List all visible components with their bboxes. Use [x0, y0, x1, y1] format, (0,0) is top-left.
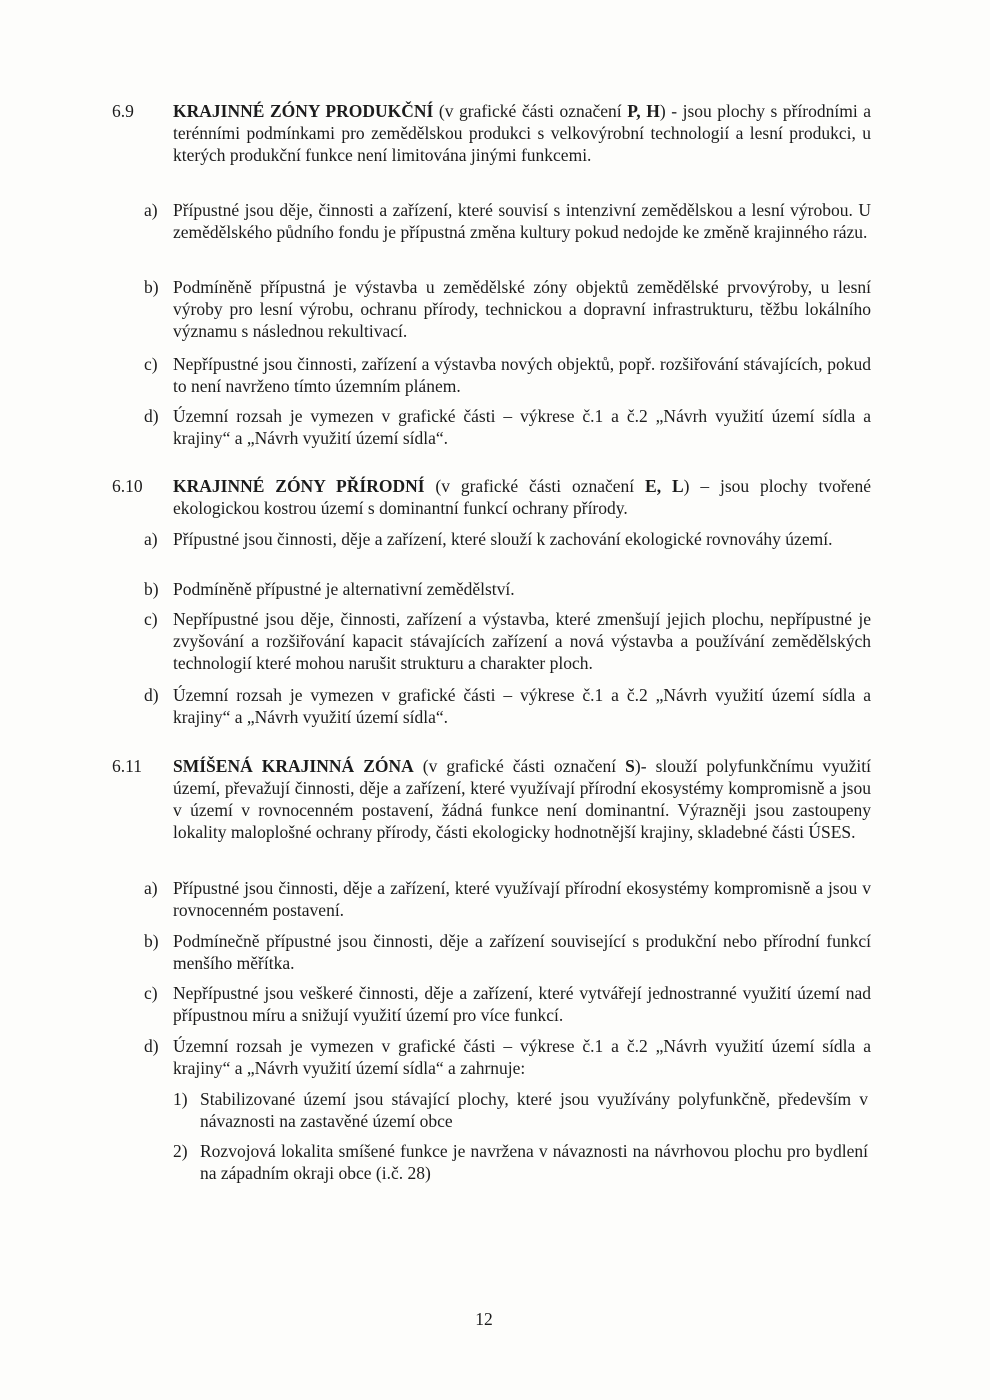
item-text: Přípustné jsou činnosti, děje a zařízení, které slouží k zachování ekologické rovnováhy území.	[173, 529, 833, 549]
item-text: Podmínečně přípustné jsou činnosti, děje a zařízení související s produkční nebo přírodní funkcí menšího měřítka.	[173, 931, 871, 973]
section-number: 6.10	[112, 476, 143, 496]
intro-text: (v grafické části označení	[433, 101, 628, 121]
section-intro	[173, 475, 871, 519]
page-number: 12	[475, 1309, 493, 1329]
item-text: Přípustné jsou děje, činnosti a zařízení, které souvisí s intenzivní zemědělskou a lesní výrobou. U zemědělského půdního fondu je přípustná změna kultury pokud nedojde ke změně krajinného rázu.	[173, 200, 871, 242]
intro-text: )- slouží polyfunkčnímu využití území, převažují činnosti, děje a zařízení, které využívají přírodní ekosystémy kompromisně a jsou v území v rovnocenném postavení, žádná funkce není dominantní. Výrazněji jsou zastoupeny lokality maloplošné ochrany přírody, části ekologicky hodnotnější krajiny, skladebné části ÚSES.	[173, 756, 871, 842]
item-text: Podmíněně přípustné je alternativní zemědělství.	[173, 579, 515, 599]
section-title: KRAJINNÉ ZÓNY PRODUKČNÍ	[173, 101, 434, 121]
item-text: Územní rozsah je vymezen v grafické části – výkrese č.1 a č.2 „Návrh využití území sídla a krajiny“ a „Návrh využití území sídla“.	[173, 406, 871, 448]
item-letter: b)	[144, 931, 159, 951]
section-number: 6.9	[112, 101, 134, 121]
section-title: SMÍŠENÁ KRAJINNÁ ZÓNA	[173, 756, 414, 776]
intro-text: ) – jsou plochy tvořené ekologickou kostrou území s dominantní funkcí ochrany přírody.	[173, 476, 871, 518]
item-text: Nepřípustné jsou činnosti, zařízení a výstavba nových objektů, popř. rozšiřování stávajících, pokud to není navrženo tímto územním plánem.	[173, 354, 871, 396]
item-letter: d)	[144, 685, 159, 705]
intro-text: ) - jsou plochy s přírodními a terénními podmínkami pro zemědělskou produkci s velkovýrobní technologií a lesní produkci, u kterých produkční funkce není limitována jinými funkcemi.	[173, 101, 872, 165]
sub-item-text: Rozvojová lokalita smíšené funkce je navržena v návaznosti na návrhovou plochu pro bydlení na západním okraji obce (i.č. 28)	[200, 1141, 868, 1183]
zone-codes: S	[625, 756, 635, 776]
item-letter: b)	[144, 277, 159, 297]
item-text: Nepřípustné jsou veškeré činnosti, děje a zařízení, které vytvářejí jednostranné využití území nad přípustnou míru a snižují využití území pro více funkcí.	[173, 983, 871, 1025]
intro-text: (v grafické části označení	[413, 756, 626, 776]
item-letter: d)	[144, 406, 159, 426]
sub-item-text: Stabilizované území jsou stávající plochy, které jsou využívány polyfunkčně, především v návaznosti na zastavěné území obce	[200, 1089, 868, 1131]
item-text: Územní rozsah je vymezen v grafické části – výkrese č.1 a č.2 „Návrh využití území sídla a krajiny“ a „Návrh využití území sídla“.	[173, 685, 871, 727]
section-intro	[173, 755, 871, 843]
sub-item-number: 1)	[173, 1089, 188, 1109]
item-letter: a)	[144, 200, 158, 220]
zone-codes: P, H	[627, 101, 660, 121]
intro-text: (v grafické části označení	[424, 476, 646, 496]
sub-item-number: 2)	[173, 1141, 188, 1161]
section-title: KRAJINNÉ ZÓNY PŘÍRODNÍ	[173, 476, 425, 496]
item-letter: a)	[144, 878, 158, 898]
item-text: Podmíněně přípustná je výstavba u zemědělské zóny objektů zemědělské prvovýroby, u lesní výroby pro lesní výrobu, ochranu přírody, technickou a dopravní infrastrukturu, těžbu lokálního významu s následnou rekultivací.	[173, 277, 871, 341]
item-letter: b)	[144, 579, 159, 599]
section-number: 6.11	[112, 756, 142, 776]
zone-codes: E, L	[645, 476, 684, 496]
item-text: Nepřípustné jsou děje, činnosti, zařízení a výstavba, které zmenšují jejich plochu, nepřípustné je zvyšování a rozšiřování kapacit stávajících zařízení a nová výstavba a používání zemědělských technologií které mohou narušit strukturu a charakter ploch.	[173, 609, 871, 673]
item-text: Územní rozsah je vymezen v grafické části – výkrese č.1 a č.2 „Návrh využití území sídla a krajiny“ a „Návrh využití území sídla“ a zahrnuje:	[173, 1036, 871, 1078]
item-letter: c)	[144, 983, 158, 1003]
section-intro	[173, 100, 871, 166]
item-letter: c)	[144, 354, 158, 374]
item-letter: a)	[144, 529, 158, 549]
item-letter: d)	[144, 1036, 159, 1056]
item-text: Přípustné jsou činnosti, děje a zařízení, které využívají přírodní ekosystémy kompromisně a jsou v rovnocenném postavení.	[173, 878, 871, 920]
item-letter: c)	[144, 609, 158, 629]
